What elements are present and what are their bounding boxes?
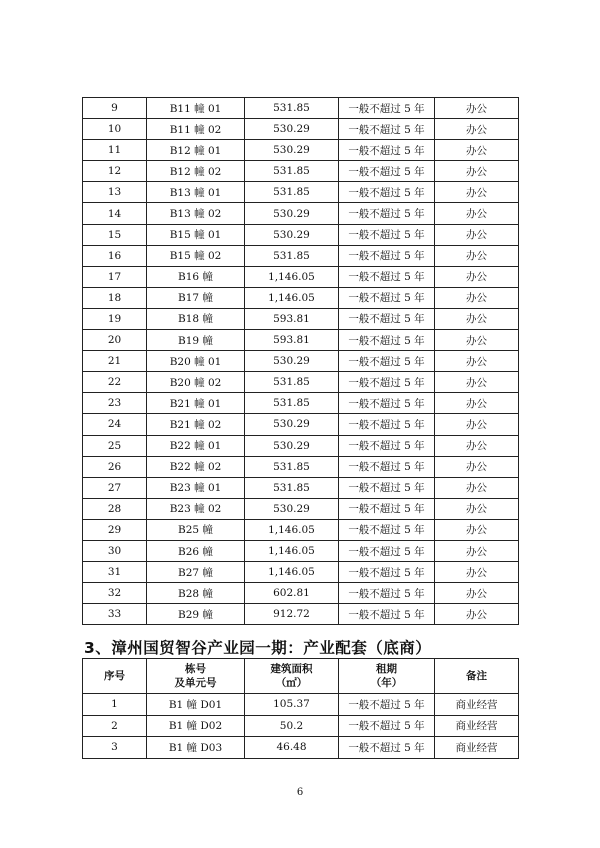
- cell-use: 办公: [435, 477, 519, 498]
- table-row: [83, 737, 519, 759]
- cell-area: 593.81: [245, 308, 339, 329]
- cell-term: 一般不超过 5 年: [339, 540, 435, 561]
- table-row: [83, 330, 519, 351]
- cell-seq: 22: [83, 372, 147, 393]
- cell-use: 商业经营: [435, 694, 519, 716]
- table-row: [83, 119, 519, 140]
- cell-use: 办公: [435, 224, 519, 245]
- cell-use: 办公: [435, 98, 519, 119]
- table-row: [83, 562, 519, 583]
- cell-building: B23 幢 02: [147, 498, 245, 519]
- cell-seq: 26: [83, 456, 147, 477]
- cell-use: 办公: [435, 287, 519, 308]
- cell-term: 一般不超过 5 年: [339, 372, 435, 393]
- cell-seq: 30: [83, 540, 147, 561]
- cell-building: B17 幢: [147, 287, 245, 308]
- cell-building: B12 幢 02: [147, 161, 245, 182]
- cell-seq: 3: [83, 737, 147, 759]
- cell-use: 办公: [435, 456, 519, 477]
- cell-building: B13 幢 01: [147, 182, 245, 203]
- cell-use: 办公: [435, 308, 519, 329]
- header-seq: 序号: [83, 659, 147, 694]
- cell-seq: 25: [83, 435, 147, 456]
- cell-seq: 24: [83, 414, 147, 435]
- cell-term: 一般不超过 5 年: [339, 224, 435, 245]
- table-row: [83, 245, 519, 266]
- table-header-row: [83, 659, 519, 694]
- cell-term: 一般不超过 5 年: [339, 477, 435, 498]
- cell-area: 530.29: [245, 498, 339, 519]
- cell-area: 46.48: [245, 737, 339, 759]
- cell-area: 530.29: [245, 203, 339, 224]
- cell-term: 一般不超过 5 年: [339, 562, 435, 583]
- cell-area: 105.37: [245, 694, 339, 716]
- cell-term: 一般不超过 5 年: [339, 287, 435, 308]
- cell-seq: 2: [83, 715, 147, 737]
- cell-use: 办公: [435, 604, 519, 625]
- table-row: [83, 140, 519, 161]
- cell-area: 531.85: [245, 456, 339, 477]
- table-row: [83, 583, 519, 604]
- cell-seq: 16: [83, 245, 147, 266]
- cell-building: B25 幢: [147, 519, 245, 540]
- cell-seq: 29: [83, 519, 147, 540]
- cell-term: 一般不超过 5 年: [339, 456, 435, 477]
- cell-seq: 32: [83, 583, 147, 604]
- cell-term: 一般不超过 5 年: [339, 737, 435, 759]
- cell-use: 办公: [435, 372, 519, 393]
- cell-building: B12 幢 01: [147, 140, 245, 161]
- table-row: [83, 456, 519, 477]
- table-row: [83, 308, 519, 329]
- cell-term: 一般不超过 5 年: [339, 266, 435, 287]
- header-building-line2: 及单元号: [174, 677, 217, 689]
- cell-use: 办公: [435, 266, 519, 287]
- cell-use: 办公: [435, 519, 519, 540]
- cell-area: 1,146.05: [245, 562, 339, 583]
- cell-seq: 20: [83, 330, 147, 351]
- table-row: [83, 435, 519, 456]
- cell-term: 一般不超过 5 年: [339, 119, 435, 140]
- table-row: [83, 694, 519, 716]
- cell-term: 一般不超过 5 年: [339, 694, 435, 716]
- header-area: [245, 659, 339, 694]
- cell-term: 一般不超过 5 年: [339, 330, 435, 351]
- cell-area: 531.85: [245, 98, 339, 119]
- cell-area: 530.29: [245, 435, 339, 456]
- table-row: [83, 393, 519, 414]
- cell-term: 一般不超过 5 年: [339, 351, 435, 372]
- cell-building: B15 幢 02: [147, 245, 245, 266]
- cell-use: 办公: [435, 498, 519, 519]
- cell-seq: 13: [83, 182, 147, 203]
- header-term: [339, 659, 435, 694]
- cell-use: 办公: [435, 330, 519, 351]
- leasing-table-continued: [82, 97, 519, 625]
- cell-building: B1 幢 D03: [147, 737, 245, 759]
- cell-building: B21 幢 02: [147, 414, 245, 435]
- cell-term: 一般不超过 5 年: [339, 140, 435, 161]
- cell-seq: 27: [83, 477, 147, 498]
- cell-term: 一般不超过 5 年: [339, 583, 435, 604]
- cell-term: 一般不超过 5 年: [339, 414, 435, 435]
- cell-use: 办公: [435, 119, 519, 140]
- table-row: [83, 224, 519, 245]
- cell-use: 办公: [435, 203, 519, 224]
- cell-term: 一般不超过 5 年: [339, 308, 435, 329]
- cell-building: B20 幢 02: [147, 372, 245, 393]
- table-row: [83, 540, 519, 561]
- cell-area: 530.29: [245, 119, 339, 140]
- table-row: [83, 498, 519, 519]
- cell-use: 商业经营: [435, 737, 519, 759]
- header-term-line1: 租期: [376, 663, 397, 675]
- cell-term: 一般不超过 5 年: [339, 161, 435, 182]
- cell-building: B19 幢: [147, 330, 245, 351]
- cell-building: B16 幢: [147, 266, 245, 287]
- cell-building: B29 幢: [147, 604, 245, 625]
- cell-term: 一般不超过 5 年: [339, 245, 435, 266]
- cell-area: 593.81: [245, 330, 339, 351]
- cell-building: B11 幢 01: [147, 98, 245, 119]
- cell-term: 一般不超过 5 年: [339, 435, 435, 456]
- cell-seq: 21: [83, 351, 147, 372]
- cell-seq: 19: [83, 308, 147, 329]
- cell-building: B26 幢: [147, 540, 245, 561]
- cell-area: 531.85: [245, 161, 339, 182]
- cell-use: 办公: [435, 351, 519, 372]
- commercial-leasing-table: [82, 658, 519, 759]
- cell-seq: 12: [83, 161, 147, 182]
- cell-use: 办公: [435, 562, 519, 583]
- cell-area: 531.85: [245, 245, 339, 266]
- cell-building: B22 幢 01: [147, 435, 245, 456]
- cell-area: 1,146.05: [245, 519, 339, 540]
- cell-seq: 9: [83, 98, 147, 119]
- page-number: 6: [296, 787, 304, 798]
- cell-term: 一般不超过 5 年: [339, 715, 435, 737]
- header-building-line1: 栋号: [185, 663, 206, 675]
- cell-use: 办公: [435, 182, 519, 203]
- table-row: [83, 287, 519, 308]
- cell-seq: 1: [83, 694, 147, 716]
- header-remark: 备注: [435, 659, 519, 694]
- cell-area: 531.85: [245, 477, 339, 498]
- table-row: [83, 266, 519, 287]
- cell-seq: 14: [83, 203, 147, 224]
- cell-use: 办公: [435, 393, 519, 414]
- cell-building: B18 幢: [147, 308, 245, 329]
- header-building: [147, 659, 245, 694]
- cell-use: 办公: [435, 161, 519, 182]
- cell-use: 商业经营: [435, 715, 519, 737]
- table-row: [83, 161, 519, 182]
- table-row: [83, 182, 519, 203]
- cell-building: B27 幢: [147, 562, 245, 583]
- cell-seq: 15: [83, 224, 147, 245]
- table-row: [83, 98, 519, 119]
- header-area-line1: 建筑面积: [270, 663, 313, 675]
- cell-area: 530.29: [245, 224, 339, 245]
- cell-area: 531.85: [245, 182, 339, 203]
- cell-area: 602.81: [245, 583, 339, 604]
- cell-use: 办公: [435, 140, 519, 161]
- cell-building: B20 幢 01: [147, 351, 245, 372]
- cell-term: 一般不超过 5 年: [339, 519, 435, 540]
- cell-term: 一般不超过 5 年: [339, 393, 435, 414]
- cell-area: 912.72: [245, 604, 339, 625]
- cell-use: 办公: [435, 245, 519, 266]
- cell-seq: 33: [83, 604, 147, 625]
- cell-area: 1,146.05: [245, 266, 339, 287]
- cell-seq: 18: [83, 287, 147, 308]
- cell-building: B15 幢 01: [147, 224, 245, 245]
- cell-seq: 28: [83, 498, 147, 519]
- cell-seq: 23: [83, 393, 147, 414]
- cell-term: 一般不超过 5 年: [339, 604, 435, 625]
- cell-seq: 10: [83, 119, 147, 140]
- cell-seq: 17: [83, 266, 147, 287]
- cell-use: 办公: [435, 583, 519, 604]
- cell-term: 一般不超过 5 年: [339, 182, 435, 203]
- cell-seq: 11: [83, 140, 147, 161]
- cell-building: B11 幢 02: [147, 119, 245, 140]
- cell-building: B21 幢 01: [147, 393, 245, 414]
- table-row: [83, 414, 519, 435]
- cell-area: 530.29: [245, 414, 339, 435]
- header-area-line2: （㎡）: [275, 677, 308, 689]
- table-row: [83, 477, 519, 498]
- cell-building: B28 幢: [147, 583, 245, 604]
- cell-seq: 31: [83, 562, 147, 583]
- cell-use: 办公: [435, 540, 519, 561]
- section-heading: 3、漳州国贸智谷产业园一期：产业配套（底商）: [84, 639, 432, 657]
- table-row: [83, 203, 519, 224]
- cell-area: 530.29: [245, 351, 339, 372]
- cell-area: 531.85: [245, 393, 339, 414]
- cell-use: 办公: [435, 435, 519, 456]
- cell-building: B22 幢 02: [147, 456, 245, 477]
- header-term-line2: （年）: [370, 677, 403, 689]
- cell-building: B13 幢 02: [147, 203, 245, 224]
- cell-area: 50.2: [245, 715, 339, 737]
- cell-building: B23 幢 01: [147, 477, 245, 498]
- cell-area: 530.29: [245, 140, 339, 161]
- table-row: [83, 604, 519, 625]
- cell-term: 一般不超过 5 年: [339, 498, 435, 519]
- table-row: [83, 372, 519, 393]
- cell-area: 1,146.05: [245, 287, 339, 308]
- table-row: [83, 715, 519, 737]
- table-row: [83, 519, 519, 540]
- cell-use: 办公: [435, 414, 519, 435]
- cell-area: 1,146.05: [245, 540, 339, 561]
- cell-building: B1 幢 D02: [147, 715, 245, 737]
- cell-term: 一般不超过 5 年: [339, 203, 435, 224]
- cell-area: 531.85: [245, 372, 339, 393]
- table-row: [83, 351, 519, 372]
- cell-term: 一般不超过 5 年: [339, 98, 435, 119]
- cell-building: B1 幢 D01: [147, 694, 245, 716]
